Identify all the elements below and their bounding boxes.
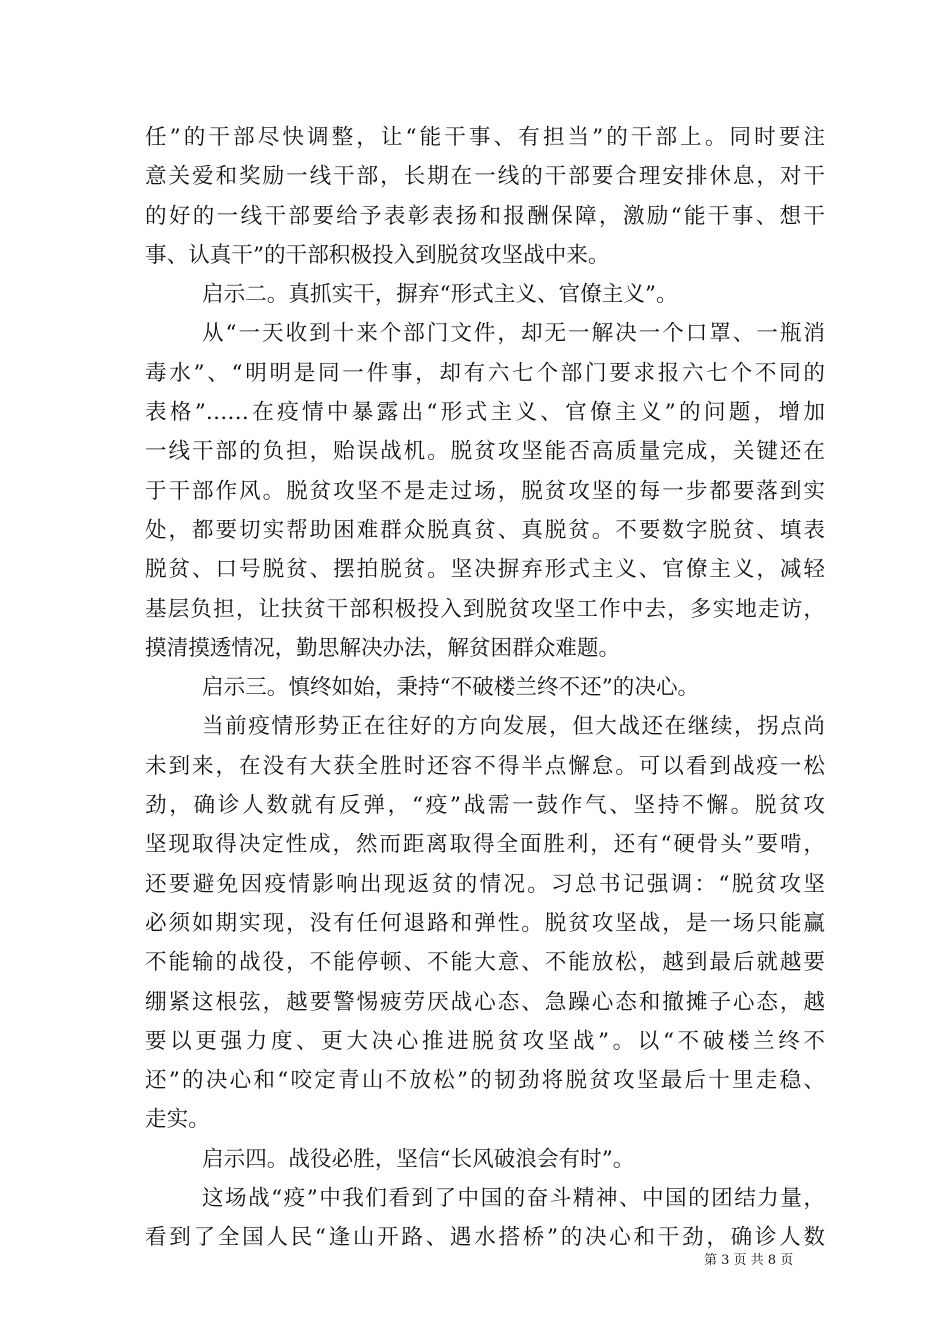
text-line: 要以更强力度、更大决心推进脱贫攻坚战”。以“不破楼兰终不 bbox=[145, 1028, 825, 1054]
text-line: 脱贫、口号脱贫、摆拍脱贫。坚决摒弃形式主义、官僚主义，减轻 bbox=[145, 557, 825, 583]
text-line: 意关爱和奖励一线干部，长期在一线的干部要合理安排休息，对干 bbox=[145, 164, 825, 190]
text-line: 还要避免因疫情影响出现返贫的情况。习总书记强调：“脱贫攻坚 bbox=[145, 871, 825, 897]
text-line: 的好的一线干部要给予表彰表扬和报酬保障，激励“能干事、想干 bbox=[145, 203, 825, 229]
text-line: 绷紧这根弦，越要警惕疲劳厌战心态、急躁心态和撤摊子心态，越 bbox=[145, 989, 825, 1015]
text-line: 走实。 bbox=[145, 1107, 210, 1133]
text-line: 一线干部的负担，贻误战机。脱贫攻坚能否高质量完成，关键还在 bbox=[145, 439, 825, 465]
text-line: 表格”……在疫情中暴露出“形式主义、官僚主义”的问题，增加 bbox=[145, 400, 825, 426]
section-heading: 启示三。慎终如始，秉持“不破楼兰终不还”的决心。 bbox=[202, 675, 700, 701]
text-line: 当前疫情形势正在往好的方向发展，但大战还在继续，拐点尚 bbox=[202, 714, 825, 740]
text-line: 看到了全国人民“逢山开路、遇水搭桥”的决心和干劲，确诊人数 bbox=[145, 1225, 825, 1251]
text-line: 这场战“疫”中我们看到了中国的奋斗精神、中国的团结力量， bbox=[202, 1186, 825, 1212]
text-line: 从“一天收到十来个部门文件，却无一解决一个口罩、一瓶消 bbox=[202, 321, 825, 347]
section-heading: 启示二。真抓实干，摒弃“形式主义、官僚主义”。 bbox=[202, 282, 678, 308]
text-line: 不能输的战役，不能停顿、不能大意、不能放松，越到最后就越要 bbox=[145, 950, 825, 976]
text-line: 还”的决心和“咬定青山不放松”的韧劲将脱贫攻坚最后十里走稳、 bbox=[145, 1068, 825, 1094]
document-body bbox=[145, 118, 825, 1258]
text-line: 毒水”、“明明是同一件事，却有六七个部门要求报六七个不同的 bbox=[145, 360, 825, 386]
text-line: 必须如期实现，没有任何退路和弹性。脱贫攻坚战，是一场只能赢 bbox=[145, 910, 825, 936]
text-line: 处，都要切实帮助困难群众脱真贫、真脱贫。不要数字脱贫、填表 bbox=[145, 517, 825, 543]
page-number-footer: 第 3 页 共 8 页 bbox=[704, 1253, 794, 1268]
text-line: 坚现取得决定性成，然而距离取得全面胜利，还有“硬骨头”要啃， bbox=[145, 832, 825, 858]
text-line: 基层负担，让扶贫干部积极投入到脱贫攻坚工作中去，多实地走访， bbox=[145, 596, 825, 622]
text-line: 任”的干部尽快调整，让“能干事、有担当”的干部上。同时要注 bbox=[145, 125, 825, 150]
section-heading: 启示四。战役必胜，坚信“长风破浪会有时”。 bbox=[202, 1146, 635, 1172]
text-line: 摸清摸透情况，勤思解决办法，解贫困群众难题。 bbox=[145, 635, 621, 661]
text-line: 劲，确诊人数就有反弹，“疫”战需一鼓作气、坚持不懈。脱贫攻 bbox=[145, 793, 825, 819]
text-line: 事、认真干”的干部积极投入到脱贫攻坚战中来。 bbox=[145, 242, 610, 268]
text-line: 未到来，在没有大获全胜时还容不得半点懈怠。可以看到战疫一松 bbox=[145, 753, 825, 779]
text-line: 于干部作风。脱贫攻坚不是走过场，脱贫攻坚的每一步都要落到实 bbox=[145, 478, 825, 504]
